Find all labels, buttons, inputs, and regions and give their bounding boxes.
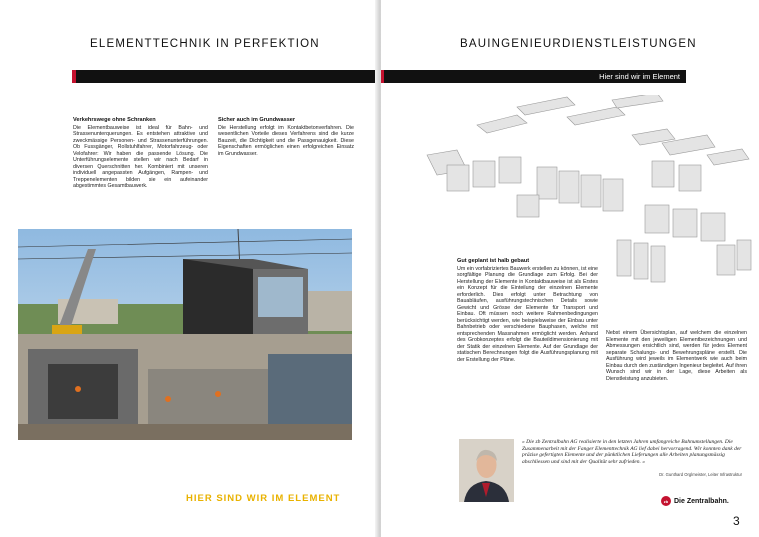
col-text: Nebst einem Übersichtsplan, auf welchem die einzelnen Elemente mit den jeweiligen Elementbezeichnungen und Abmessungen ersichtlich sind, werden für jedes Element separate Schalungs- und Bewehrungspläne erstellt. Die Ausführung wird jeweils im Elementwerk wie auch beim Einbau durch den zuständigen Ingenieur begleitet. Auf ihren Wunsch sind wir in der Lage, diese Arbeiten als Dienstleistung anzubieten. xyxy=(606,330,747,382)
logo-text: Die Zentralbahn. xyxy=(674,497,729,505)
zentralbahn-logo xyxy=(661,496,729,506)
left-column-1 xyxy=(73,117,208,190)
page-number: 3 xyxy=(733,514,740,528)
right-page xyxy=(381,0,759,537)
bar-label: Hier sind wir im Element xyxy=(599,72,680,81)
col-heading: Gut geplant ist halb gebaut xyxy=(457,258,530,264)
col-text: Um ein vorfabriziertes Bauwerk erstellen zu können, ist eine sorgfältige Planung die Grundlage zum Erfolg. Bei der Herstellung der Elemente in Kontaktbauweise ist als Erstes ein Konzept für die Einteilung der einzelnen Elemente erforderlich. Dies erfolgt unter Betrachtung von Bauabläufen, ausführungstechnischen Details sowie Gewicht und Grösse der Elemente für Transport und Einbau. Oft müssen noch weitere Rahmenbedingungen berücksichtigt werden, wie beispielsweise der Einbau unter Bahnbetrieb oder verschiedene Bauphasen, welche mit entsprechenden Massnahmen ermöglicht werden. Anhand des Grobkonzeptes erfolgt die Bauteildimensionierung mit der Statik der einzelnen Elemente. Auf der Grundlage der statischen Berechnungen folgt die Ausführungsplanung mit der Erstellung der Pläne. xyxy=(457,265,598,363)
col-text: Die Elementbauweise ist ideal für Bahn- und Strassenunterquerungen. Es entstehen attraktive und zweckmässige Personen- und Strassenunterführungen. Ob Fussgänger, Rollstuhlfahrer, Motorfahrzeug- oder Velofahrer: Wir haben die passende Lösung. Die Unterführungselemente stellen wir nach Bedarf in diversen Querschnitten her. Kombiniert mit unseren individuell angepassten Aufgängen, Rampen- und Treppenelementen bilden sie ein aufeinander abgestimmtes Gesamtbauwerk. xyxy=(73,124,208,189)
right-column-1 xyxy=(457,258,598,363)
person-portrait xyxy=(459,439,514,502)
bar-accent xyxy=(72,70,76,83)
left-header-bar xyxy=(72,70,378,83)
photo-caption: HIER SIND WIR IM ELEMENT xyxy=(186,493,341,504)
zb-logo-mark: zb xyxy=(661,496,671,506)
left-page-title: ELEMENTTECHNIK IN PERFEKTION xyxy=(90,38,320,50)
quote-author: Dr. Gunthard Orglmeister, Leiter Infrastruktur xyxy=(659,472,742,477)
right-column-2 xyxy=(606,330,747,382)
bar-accent xyxy=(381,70,384,83)
col-heading: Verkehrswege ohne Schranken xyxy=(73,117,156,123)
right-header-bar xyxy=(381,70,686,83)
construction-site-photo xyxy=(18,229,352,440)
left-column-2 xyxy=(218,117,354,157)
right-page-title: BAUINGENIEURDIENSTLEISTUNGEN xyxy=(460,38,697,50)
left-page xyxy=(0,0,378,537)
col-text: Die Herstellung erfolgt im Kontaktbetonverfahren. Die wesentlichen Vorteile dieses Verfahrens sind die kurze Bauzeit, die Dichtigkeit und die Passgenauigkeit. Diese Eigenschaften ermöglichen einen erfolgreichen Einsatz im Grundwasser. xyxy=(218,124,354,157)
col-heading: Sicher auch im Grundwasser xyxy=(218,117,296,123)
customer-quote: « Die zb Zentralbahn AG realisierte in den letzten Jahren umfangreiche Bahnumstellungen. Die Zusammenarbeit mit der Fanger Elementtechnik AG lief dabei hervorragend. Wir konnten dank der präzise gefertigten Elemente und der pünktlichen Lieferungen alle Arbeiten planungsmässig abschliessen und sind mit der Qualität sehr zufrieden. » xyxy=(522,439,742,465)
